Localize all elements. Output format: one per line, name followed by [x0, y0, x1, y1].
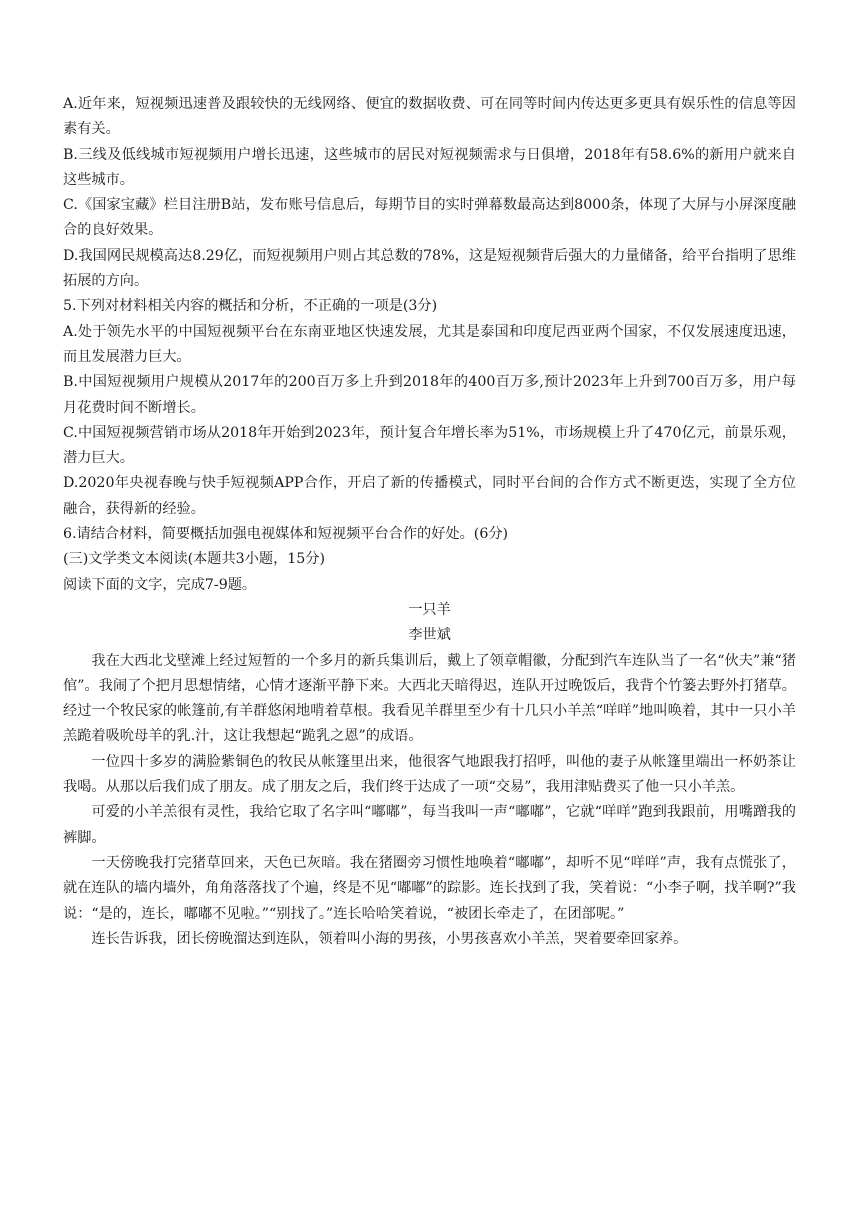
reading-instruction: 阅读下面的文字，完成7-9题。: [63, 576, 257, 593]
option-4c: C.《国家宝藏》栏目注册B站，发布账号信息后，每期节目的实时弹幕数最高达到8000条，体现了大屏与小屏深度融合的良好效果。: [63, 197, 796, 239]
option-5d: D.2020年央视春晚与快手短视频APP合作，开启了新的传播模式，同时平台间的合作方式不断更迭，实现了全方位融合，获得新的经验。: [63, 475, 796, 517]
story-paragraph-4: 一天傍晚我打完猪草回来，天色已灰暗。我在猪圈旁习惯性地唤着“嘟嘟”，却听不见“咩咩”声，我有点慌张了，就在连队的墙内墙外，角角落落找了个遍，终是不见“嘟嘟”的踪影。连长找到了我，笑着说：“小李子啊，找羊啊?”我说：“是的，连长，嘟嘟不见啦。”“别找了。”连长哈哈笑着说，“被团长牵走了，在团部呢。”: [63, 854, 796, 922]
question-5: 5.下列对材料相关内容的概括和分析，不正确的一项是(3分): [63, 298, 438, 315]
story-paragraph-2: 一位四十多岁的满脸紫铜色的牧民从帐篷里出来，他很客气地跟我打招呼，叫他的妻子从帐篷里端出一杯奶茶让我喝。从那以后我们成了朋友。成了朋友之后，我们终于达成了一项“交易”，我用津贴费买了他一只小羊羔。: [63, 753, 796, 796]
section-heading: (三)文学类文本阅读(本题共3小题，15分): [63, 551, 326, 568]
story-author: 李世斌: [408, 627, 451, 644]
option-4d: D.我国网民规模高达8.29亿，而短视频用户则占其总数的78%，这是短视频背后强大的力量储备，给平台指明了思维拓展的方向。: [63, 247, 796, 290]
story-paragraph-5: 连长告诉我，团长傍晚溜达到连队，领着叫小海的男孩，小男孩喜欢小羊羔，哭着要牵回家养。: [91, 930, 688, 947]
story-paragraph-3: 可爱的小羊羔很有灵性，我给它取了名字叫“嘟嘟”，每当我叫一声“嘟嘟”，它就“咩咩”跑到我跟前，用嘴蹭我的裤脚。: [63, 804, 796, 846]
document-page: [63, 92, 796, 952]
story-paragraph-1: 我在大西北戈壁滩上经过短暂的一个多月的新兵集训后，戴上了领章帽徽，分配到汽车连队当了一名“伙夫”兼“猪倌”。我闹了个把月思想情绪，心情才逐渐平静下来。大西北天暗得迟，连队开过晚饭后，我背个竹篓去野外打猪草。经过一个牧民家的帐篷前,有羊群悠闲地啃着草根。我看见羊群里至少有十几只小羊羔“咩咩”地叫唤着，其中一只小羊羔跪着吸吮母羊的乳.汁，这让我想起“跪乳之恩”的成语。: [63, 652, 796, 745]
option-4b: B.三线及低线城市短视频用户增长迅速，这些城市的居民对短视频需求与日俱增，2018年有58.6%的新用户就来自这些城市。: [63, 146, 796, 188]
question-6: 6.请结合材料，简要概括加强电视媒体和短视频平台合作的好处。(6分): [63, 526, 509, 543]
story-title: 一只羊: [408, 601, 451, 618]
option-4a: A.近年来，短视频迅速普及跟较快的无线网络、便宜的数据收费、可在同等时间内传达更多更具有娱乐性的信息等因素有关。: [63, 96, 796, 138]
option-5a: A.处于领先水平的中国短视频平台在东南亚地区快速发展，尤其是泰国和印度尼西亚两个国家，不仅发展速度迅速，而且发展潜力巨大。: [63, 323, 796, 365]
option-5c: C.中国短视频营销市场从2018年开始到2023年，预计复合年增长率为51%，市场规模上升了470亿元，前景乐观，潜力巨大。: [63, 424, 796, 467]
option-5b: B.中国短视频用户规模从2017年的200百万多上升到2018年的400百万多,预计2023年上升到700百万多，用户每月花费时间不断增长。: [63, 374, 796, 416]
